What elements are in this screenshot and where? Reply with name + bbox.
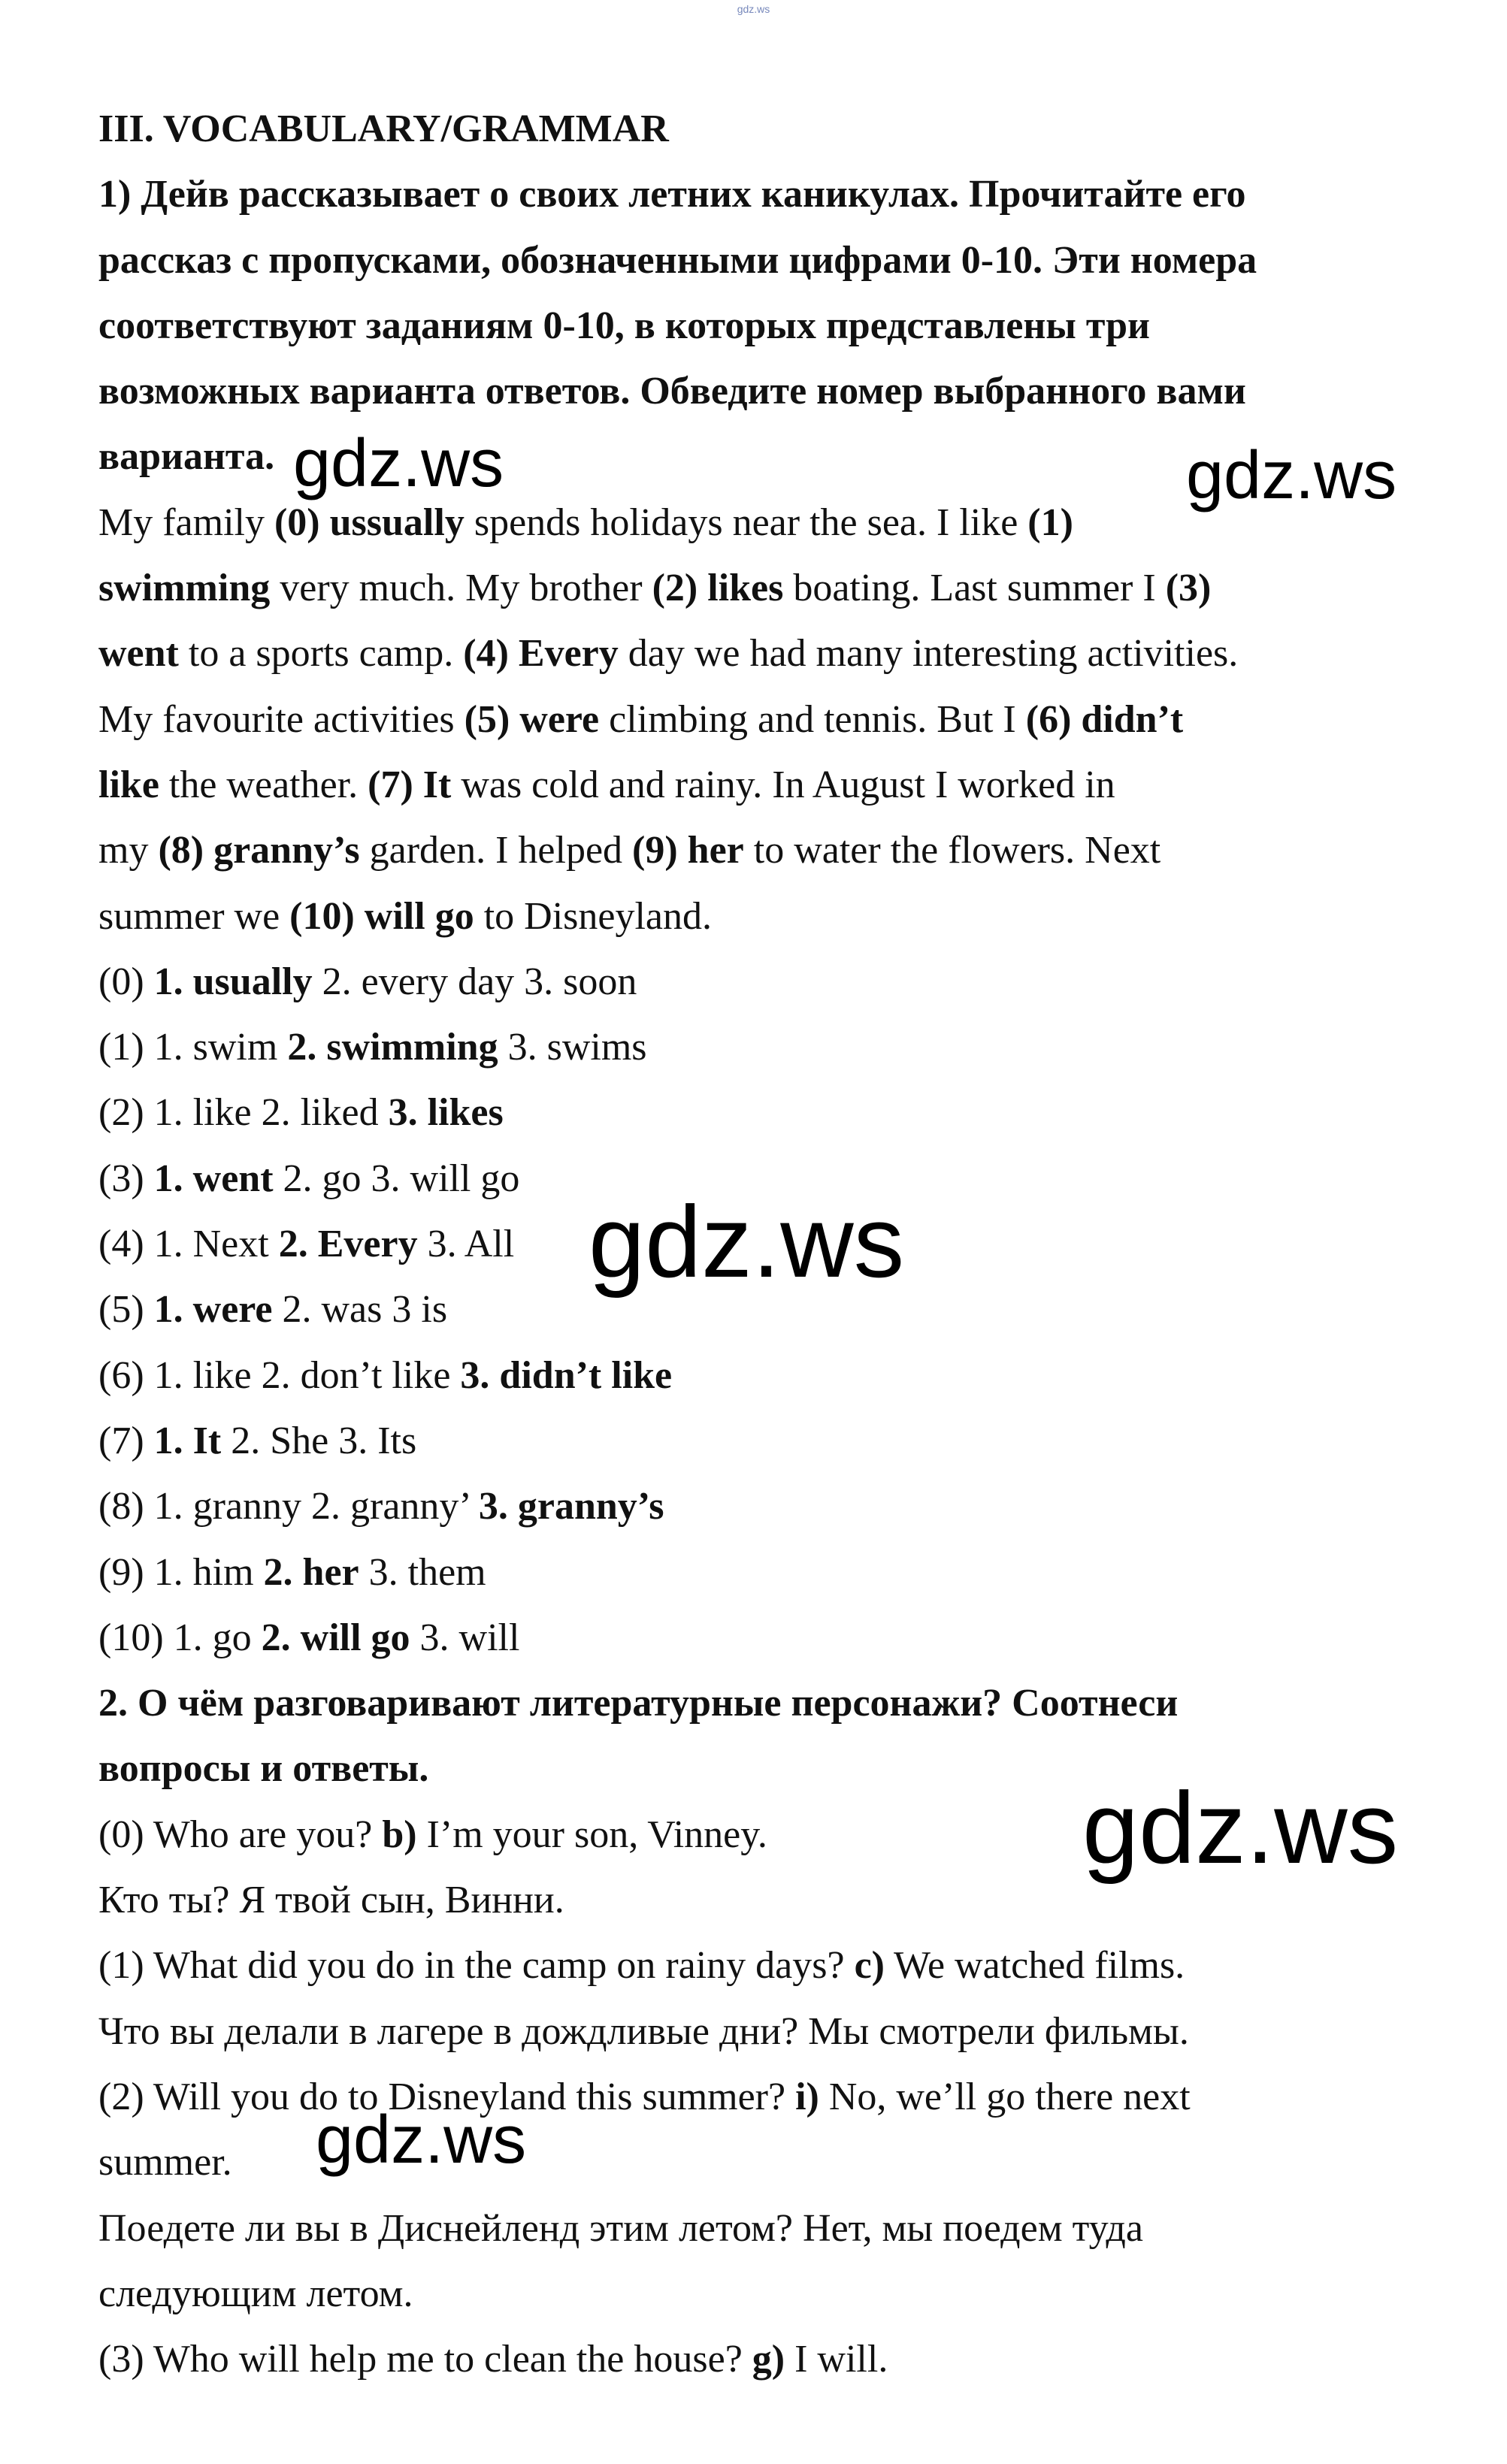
bold-text: соответствуют заданиям 0-10, в которых представлены три <box>98 304 1150 347</box>
bold-text: вопросы и ответы. <box>98 1747 429 1791</box>
text: to water the flowers. Next <box>743 829 1161 872</box>
watermark: gdz.ws <box>1186 438 1397 513</box>
watermark: gdz.ws <box>293 426 504 501</box>
bold-text: 2. swimming <box>287 1026 498 1069</box>
text-line <box>98 1605 1466 1670</box>
bold-text: 1. went <box>153 1156 274 1200</box>
bold-text: 2. О чём разговаривают литературные персонажи? Соотнеси <box>98 1682 1179 1725</box>
text-line <box>98 1080 1466 1145</box>
bold-text: went <box>98 632 179 676</box>
text-line <box>98 2196 1466 2261</box>
text: I will. <box>785 2338 888 2381</box>
watermark: gdz.ws <box>1082 1771 1399 1885</box>
text: (10) 1. go <box>98 1616 262 1659</box>
bold-text: 3. granny’s <box>478 1485 664 1528</box>
bold-text: g) <box>752 2338 785 2381</box>
text-line <box>98 1670 1466 1736</box>
text: (7) <box>98 1419 154 1462</box>
text: 3. swims <box>498 1026 647 1069</box>
text: my <box>98 829 159 872</box>
bold-text: возможных варианта ответов. Обведите номер выбранного вами <box>98 370 1246 413</box>
text: (5) <box>98 1288 154 1332</box>
bold-text: 3. didn’t like <box>460 1353 673 1397</box>
text-line <box>98 2064 1466 2130</box>
bold-text: (5) were <box>464 697 600 741</box>
bold-text: (10) will go <box>289 894 474 938</box>
text: day we had many interesting activities. <box>618 632 1239 676</box>
text: to a sports camp. <box>178 632 464 676</box>
text: (8) 1. granny 2. granny’ <box>98 1485 479 1528</box>
text: (3) <box>98 1156 154 1200</box>
text: 3. All <box>417 1223 515 1266</box>
bold-text: (1) <box>1027 500 1073 544</box>
header-watermark: gdz.ws <box>737 3 770 15</box>
text: (1) What did you do in the camp on rainy days? <box>98 1944 855 1988</box>
text-line <box>98 1408 1466 1474</box>
text: (0) <box>98 960 154 1003</box>
text: (2) 1. like 2. liked <box>98 1091 389 1135</box>
text: spends holidays near the sea. I like <box>464 500 1028 544</box>
text: 3. will <box>410 1616 520 1659</box>
bold-text: like <box>98 763 159 806</box>
text: very much. My brother <box>270 567 652 610</box>
text-line <box>98 2261 1466 2326</box>
bold-text: (3) <box>1165 567 1212 610</box>
text: (6) 1. like 2. don’t like <box>98 1353 461 1397</box>
text: My favourite activities <box>98 697 465 741</box>
text: (3) Who will help me to clean the house? <box>98 2338 752 2381</box>
text: (1) 1. swim <box>98 1026 288 1069</box>
text: (4) 1. Next <box>98 1223 279 1266</box>
text-line <box>98 96 1466 162</box>
text: (0) Who are you? <box>98 1812 383 1856</box>
bold-text: (9) her <box>632 829 744 872</box>
text: climbing and tennis. But I <box>599 697 1026 741</box>
text-line <box>98 1933 1466 1998</box>
text: I’m your son, Vinney. <box>416 1812 767 1856</box>
bold-text: варианта. <box>98 435 275 479</box>
watermark: gdz.ws <box>316 2103 527 2178</box>
text-line <box>98 1474 1466 1539</box>
text-line <box>98 949 1466 1014</box>
text-line <box>98 621 1466 686</box>
text-line <box>98 1343 1466 1408</box>
text: to Disneyland. <box>474 894 712 938</box>
bold-text: 2. Every <box>278 1223 418 1266</box>
text: summer. <box>98 2141 232 2184</box>
text: Кто ты? Я твой сын, Винни. <box>98 1879 564 1922</box>
text-line <box>98 162 1466 227</box>
text: the weather. <box>159 763 368 806</box>
text: (9) 1. him <box>98 1550 264 1594</box>
bold-text: 2. will go <box>261 1616 410 1659</box>
text-line <box>98 2130 1466 2195</box>
text-line <box>98 293 1466 358</box>
text: We watched films. <box>884 1944 1185 1988</box>
text-line <box>98 358 1466 424</box>
bold-text: c) <box>854 1944 885 1988</box>
bold-text: (6) didn’t <box>1025 697 1184 741</box>
text-line <box>98 818 1466 883</box>
bold-text: 1. usually <box>153 960 313 1003</box>
bold-text: (7) It <box>368 763 452 806</box>
text-line <box>98 1540 1466 1605</box>
bold-text: 1. were <box>153 1288 273 1332</box>
bold-text: 1. It <box>153 1419 222 1462</box>
text-line <box>98 1999 1466 2064</box>
text-line <box>98 884 1466 949</box>
text: 2. every day 3. soon <box>312 960 637 1003</box>
text: was cold and rainy. In August I worked in <box>451 763 1115 806</box>
text: My family <box>98 500 274 544</box>
text: 3. them <box>359 1550 486 1594</box>
text: No, we’ll go there next <box>819 2075 1191 2118</box>
text-line <box>98 555 1466 621</box>
text-line <box>98 687 1466 752</box>
bold-text: 2. her <box>263 1550 359 1594</box>
bold-text: b) <box>382 1812 417 1856</box>
text-line <box>98 1014 1466 1080</box>
watermark: gdz.ws <box>589 1185 905 1299</box>
bold-text: рассказ с пропусками, обозначенными цифрами 0-10. Эти номера <box>98 238 1257 282</box>
text: (2) Will you do to Disneyland this summer? <box>98 2075 796 2118</box>
text: summer we <box>98 894 290 938</box>
bold-text: (0) ussually <box>274 500 465 544</box>
bold-text: 1) Дейв рассказывает о своих летних каникулах. Прочитайте его <box>98 173 1246 216</box>
bold-text: 3. likes <box>388 1091 504 1135</box>
bold-text: III. VOCABULARY/GRAMMAR <box>98 107 669 150</box>
text: Что вы делали в лагере в дождливые дни? Мы смотрели фильмы. <box>98 2009 1189 2053</box>
bold-text: i) <box>795 2075 819 2118</box>
text: Поедете ли вы в Диснейленд этим летом? Нет, мы поедем туда <box>98 2206 1143 2250</box>
text-line <box>98 752 1466 818</box>
bold-text: swimming <box>98 567 271 610</box>
bold-text: (4) Every <box>463 632 619 676</box>
text: garden. I helped <box>359 829 633 872</box>
bold-text: (8) granny’s <box>158 829 360 872</box>
text: 2. was 3 is <box>272 1288 448 1332</box>
bold-text: (2) likes <box>652 567 784 610</box>
text: 2. go 3. will go <box>273 1156 520 1200</box>
text-line <box>98 228 1466 293</box>
text-line <box>98 2326 1466 2392</box>
text: следующим летом. <box>98 2272 413 2315</box>
text: 2. She 3. Its <box>221 1419 417 1462</box>
text: boating. Last summer I <box>783 567 1166 610</box>
